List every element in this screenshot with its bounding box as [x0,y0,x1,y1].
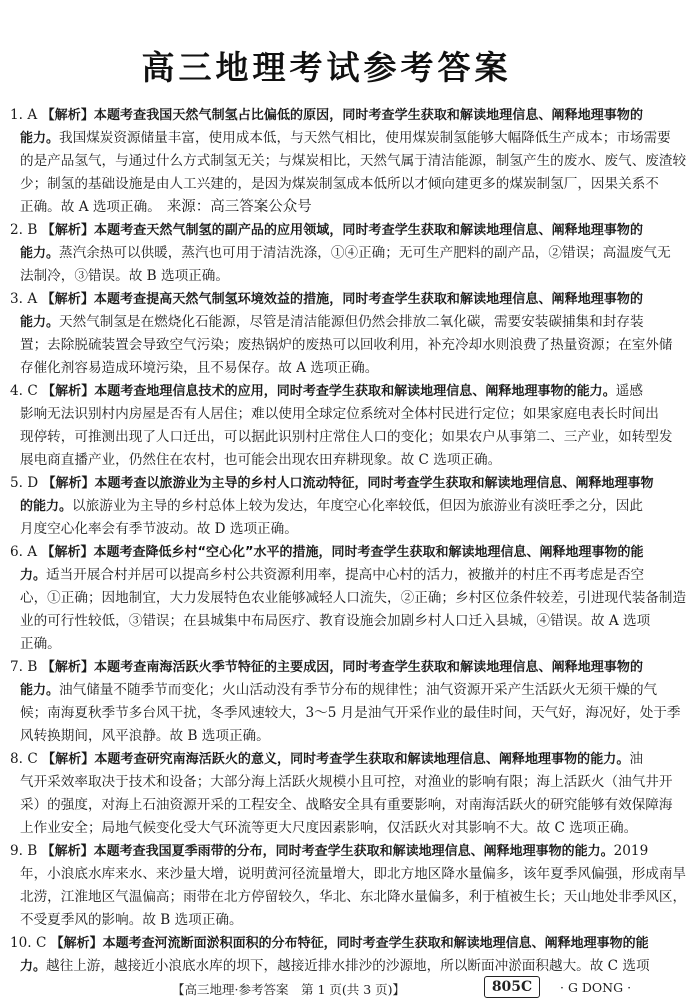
analysis-text: 置；去除脱硫装置会导致空气污染；废热锅炉的废热可以回收利用，补充冷却水则浪费了热量资源；在室外储 [20,337,673,353]
answer-item [10,104,686,219]
answer-line [10,403,659,426]
answer-line [10,219,643,242]
analysis-text: 展电商直播产业，仍然住在农村，也可能会出现农田弃耕现象。故 C 选项正确。 [20,452,502,468]
answer-line [10,541,643,564]
analysis-text: 北涝，江淮地区气温偏高；雨带在北方停留较久，华北、东北降水量偏多，利于植被生长；天山地处非季风区， [20,889,686,905]
analysis-text: 年，小浪底水库来水、来沙量大增，说明黄河径流量增大，即北方地区降水量偏多，该年夏季风偏强，形成南旱 [20,866,686,882]
analysis-heading: 能力。 [20,246,60,261]
page-title: 高三地理考试参考答案 [141,48,512,87]
answer-line [10,840,649,863]
answer-line [10,656,643,679]
analysis-heading: 【解析】本题考查南海活跃火季节特征的主要成因，同时考查学生获取和解读地理信息、阐释地理事物的 [41,660,643,675]
answer-number: 3. A [10,291,38,307]
answer-line [10,633,643,656]
answer-line [10,932,649,955]
analysis-heading: 的能力。 [20,499,73,514]
answer-line [10,679,658,702]
answer-line [10,127,671,150]
analysis-heading: 【解析】本题考查提高天然气制氢环境效益的措施，同时考查学生获取和解读地理信息、阐释地理事物的 [41,292,643,307]
analysis-heading: 【解析】本题考查我国夏季雨带的分布，同时考查学生获取和解读地理信息、阐释地理事物的能力。 [41,844,614,859]
answer-line [10,196,643,219]
analysis-text: 气开采效率取决于技术和设备；大部分海上活跃火规模小且可控，对渔业的影响有限；海上活跃火（油气井开 [20,774,673,790]
analysis-heading: 【解析】本题考查研究南海活跃火的意义，同时考查学生获取和解读地理信息、阐释地理事物的能力。 [42,752,630,767]
answer-number: 5. D [10,475,39,491]
answer-number: 4. C [10,383,38,399]
analysis-text: 遥感 [615,383,643,399]
analysis-text: 不受夏季风的影响。故 B 选项正确。 [20,912,243,928]
answer-line [10,288,643,311]
analysis-text: 2019 [613,843,649,859]
analysis-heading: 力。 [20,959,47,974]
answer-line [10,242,671,265]
analysis-text: 正确。故 A 选项正确。 [20,199,161,215]
footer-exam-code: 805C [484,976,540,998]
analysis-text: 业的可行性较低，③错误；在县城集中布局医疗、教育设施会加剧乡村人口迁入县城，④错误。故 A 选项 [20,613,651,629]
answer-line [10,334,673,357]
answer-line [10,564,643,587]
answer-item [10,219,671,288]
answer-line [10,472,654,495]
answer-line [10,380,643,403]
answer-item [10,656,681,748]
analysis-heading: 力。 [20,568,47,583]
answer-line [10,173,659,196]
answer-line [10,495,643,518]
answer-line [10,909,643,932]
answer-item [10,472,654,541]
analysis-heading: 【解析】本题考查降低乡村“空心化”水平的措施，同时考查学生获取和解读地理信息、阐释地理事物的能 [41,545,644,560]
source-note: 来源：高三答案公众号 [166,199,312,215]
answer-item [10,748,673,840]
analysis-text: 候；南海夏秋季节多台风干扰，冬季风速较大，3～5 月是油气开采作业的最佳时间，天气好，海况好，处于季 [20,705,681,721]
analysis-text: 的是产品氢气，与通过什么方式制氢无关；与煤炭相比，天然气属于清洁能源，制氢产生的废水、废气、废渣较 [20,153,686,169]
analysis-heading: 能力。 [20,683,60,698]
analysis-text: 正确。 [20,636,61,652]
analysis-text: 风转换期间，风平浪静。故 B 选项正确。 [20,728,270,744]
answer-item [10,541,686,656]
answer-line [10,311,643,334]
analysis-text: 心，①正确；因地制宜，大力发展特色农业能够减轻人口流失，②正确；乡村区位条件较差，引进现代装备制造 [20,590,686,606]
answer-line [10,771,673,794]
answer-line [10,817,643,840]
analysis-text: 我国煤炭资源储量丰富，使用成本低，与天然气相比，使用煤炭制氢能够大幅降低生产成本；市场需要 [59,130,671,146]
answer-number: 6. A [10,544,38,560]
analysis-text: 油 [629,751,643,767]
analysis-heading: 【解析】本题考查我国天然气制氢占比偏低的原因，同时考查学生获取和解读地理信息、阐释地理事物的 [41,108,643,123]
analysis-text: 少；制氢的基础设施是由人工兴建的，是因为煤炭制氢成本低所以才倾向建更多的煤炭制氢厂，因果关系不 [20,176,659,192]
analysis-text: 存催化剂容易造成环境污染，且不易保存。故 A 选项正确。 [20,360,379,376]
answer-number: 10. C [10,935,47,951]
analysis-text: 上作业安全；局地气候变化受大气环流等更大尺度因素影响，仅活跃火对其影响不大。故 C 选项正确。 [20,820,638,836]
answer-item [10,380,673,472]
answer-number: 8. C [10,751,38,767]
analysis-text: 采）的强度，对海上石油资源开采的工程安全、战略安全具有重要影响，对南海活跃火的研究能够有效保障海 [20,797,673,813]
answer-line [10,449,643,472]
analysis-text: 蒸汽余热可以供暖，蒸汽也可用于清洁洗涤，①④正确；无可生产肥料的副产品，②错误；高温废气无 [59,245,671,261]
answer-line [10,518,643,541]
answer-line [10,587,686,610]
answer-item [10,932,650,978]
answer-number: 9. B [10,843,38,859]
analysis-text: 影响无法识别村内房屋是否有人居住；难以使用全球定位系统对全体村民进行定位；如果家庭电表长时间出 [20,406,659,422]
answer-list [10,104,686,978]
footer-brand: · G DONG · [560,980,632,995]
answer-number: 7. B [10,659,38,675]
answer-line [10,265,643,288]
footer-page-info: 【高三地理·参考答案 第 1 页(共 3 页)】 [172,982,406,997]
analysis-text: 适当开展合村并居可以提高乡村公共资源利用率，提高中心村的活力，被撤并的村庄不再考虑是否空 [46,567,645,583]
answer-line [10,610,651,633]
answer-line [10,886,686,909]
analysis-heading: 【解析】本题考查天然气制氢的副产品的应用领域，同时考查学生获取和解读地理信息、阐释地理事物的 [41,223,643,238]
answer-line [10,725,643,748]
analysis-text: 油气储量不随季节而变化；火山活动没有季节分布的规律性；油气资源开采产生活跃火无须干燥的气 [59,682,658,698]
answer-item [10,840,686,932]
answer-line [10,357,643,380]
answer-line [10,702,681,725]
analysis-text: 天然气制氢是在燃烧化石能源，尽管是清洁能源但仍然会排放二氧化碳，需要安装碳捕集和封存装 [59,314,644,330]
analysis-text: 越往上游，越接近小浪底水库的坝下，越接近排水排沙的沙源地，所以断面冲淤面积越大。故 C 选项 [46,958,650,974]
analysis-heading: 能力。 [20,131,60,146]
answer-line [10,863,686,886]
analysis-heading: 【解析】本题考查地理信息技术的应用，同时考查学生获取和解读地理信息、阐释地理事物的能力。 [42,384,616,399]
answer-number: 2. B [10,222,38,238]
analysis-heading: 【解析】本题考查河流断面淤积面积的分布特征，同时考查学生获取和解读地理信息、阐释地理事物的能 [50,936,649,951]
answer-line [10,748,643,771]
analysis-text: 现停转，可推测出现了人口迁出，可以据此识别村庄常住人口的变化；如果农户从事第二、三产业，如转型发 [20,429,673,445]
analysis-text: 月度空心化率会有季节波动。故 D 选项正确。 [20,521,298,537]
answer-number: 1. A [10,107,38,123]
answer-line [10,104,643,127]
analysis-text: 以旅游业为主导的乡村总体上较为发达，年度空心化率较低，但因为旅游业有淡旺季之分，因此 [72,498,643,514]
analysis-heading: 能力。 [20,315,60,330]
analysis-text: 法制冷，③错误。故 B 选项正确。 [20,268,229,284]
answer-line [10,794,673,817]
analysis-heading: 【解析】本题考查以旅游业为主导的乡村人口流动特征，同时考查学生获取和解读地理信息、阐释地理事物 [42,476,654,491]
page-footer [0,975,653,1001]
answer-line [10,426,673,449]
answer-item [10,288,673,380]
answer-line [10,150,686,173]
